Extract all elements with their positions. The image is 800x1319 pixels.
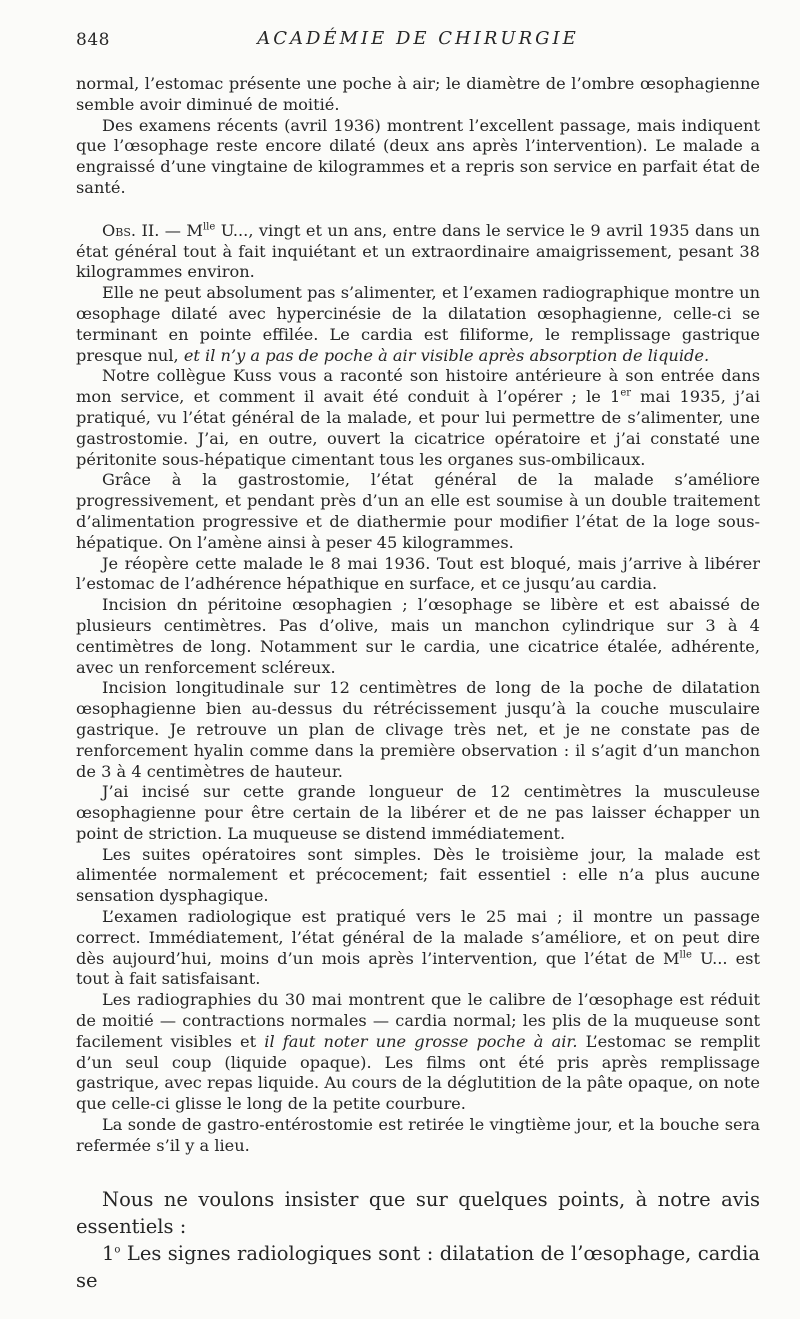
paragraph-2: Des examens récents (avril 1936) montrent l’excellent passage, mais indiquent que l’œsophage reste encore dilaté (deux ans après l’intervention). Le malade a engraissé d’une vingtaine de kilogrammes et a repris son service en parfait état de santé. [76, 115, 760, 197]
paragraph-13 [76, 990, 760, 1115]
paragraph-10: J’ai incisé sur cette grande longueur de 12 centimètres la musculeuse œsophagienne pour être certain de la libérer et de ne pas laisser échapper un point de striction. La muqueuse se distend immédiatement. [76, 782, 760, 843]
paragraph-5-text-b: mai 1935, j’ai pratiqué, vu l’état général de la malade, et pour lui permettre de s’alimenter, une gastrostomie. J’ai, en outre, ouvert la cicatrice opératoire et j’ai constaté une péritonite sous-hépatique cimentant tous les organes sus-ombilicaux. [76, 387, 760, 469]
paragraph-13-text-b: L’estomac se remplit d’un seul coup (liquide opaque). Les films ont été pris après remplissage gastrique, avec repas liquide. Au cours de la déglutition de la pâte opaque, on note que celle-ci glisse le long de la petite courbure. [76, 1031, 760, 1114]
observation-text: U..., vingt et un ans, entre dans le service le 9 avril 1935 dans un état général tout à fait inquiétant et un extraordinaire amaigrissement, pesant 38 kilogrammes environ. [76, 220, 760, 282]
closing-text [76, 1186, 760, 1294]
paragraph-12 [76, 907, 760, 990]
closing-paragraph-1: Nous ne voulons insister que sur quelques points, à notre avis essentiels : [76, 1188, 760, 1238]
closing-item-text: Les signes radiologiques sont : dilatation de l’œsophage, cardia se [76, 1242, 760, 1292]
paragraph-1: normal, l’estomac présente une poche à air; le diamètre de l’ombre œsophagienne semble avoir diminué de moitié. [76, 74, 760, 114]
paragraph-11: Les suites opératoires sont simples. Dès le troisième jour, la malade est alimentée normalement et précocement; fait essentiel : elle n’a plus aucune sensation dysphagique. [76, 844, 760, 906]
paragraph-5 [76, 366, 760, 470]
page-header [76, 28, 760, 54]
paragraph-13-italic: il faut noter une grosse poche à air. [264, 1031, 578, 1051]
paragraph-5-text-a: Notre collègue Kuss vous a raconté son histoire antérieure à son entrée dans mon service, et comment il avait été conduit à l’opérer ; le 1 [76, 366, 760, 407]
paragraph-12-text-b: U... est tout à fait satisfaisant. [76, 948, 760, 989]
paragraph-gap [76, 199, 760, 221]
paragraph-6: Grâce à la gastrostomie, l’état général de la malade s’améliore progressivement, et pendant près d’un an elle est soumise à un double traitement d’alimentation progressive et de diathermie pour modifier l’état de la loge sous-hépatique. On l’amène ainsi à peser 45 kilogrammes. [76, 470, 760, 552]
paragraph-9: Incision longitudinale sur 12 centimètres de long de la poche de dilatation œsophagienne bien au-dessus du rétrécissement jusqu’à la couche musculaire gastrique. Je retrouve un plan de clivage très net, et je ne constate pas de renforcement hyalin comme dans la première observation : il s’agit d’un manchon de 3 à 4 centimètres de hauteur. [76, 678, 760, 781]
running-head: ACADÉMIE DE CHIRURGIE [257, 28, 579, 49]
paragraph-8: Incision dn péritoine œsophagien ; l’œsophage se libère et est abaissé de plusieurs centimètres. Pas d’olive, mais un manchon cylindrique sur 3 à 4 centimètres de long. Notamment sur le cardia, une cicatrice étalée, adhérente, avec un renforcement scléreux. [76, 595, 760, 677]
closing-paragraph-2 [76, 1240, 760, 1294]
closing-item-superscript: o [114, 1244, 121, 1256]
page-number: 848 [76, 30, 110, 50]
paragraph-4 [76, 283, 760, 366]
observation-2-paragraph [76, 221, 760, 283]
observation-superscript: lle [202, 221, 216, 233]
paragraph-4-text: Elle ne peut absolument pas s’alimenter, et l’examen radiographique montre un œsophage dilaté avec hypercinésie de la dilatation œsophagienne, celle-ci se terminant en pointe effilée. Le cardia est filiforme, le remplissage gastrique presque nul, [76, 283, 760, 365]
paragraph-7: Je réopère cette malade le 8 mai 1936. Tout est bloqué, mais j’arrive à libérer l’estomac de l’adhérence hépathique en surface, et ce jusqu’au cardia. [76, 553, 760, 594]
observation-dash: — M [159, 220, 203, 240]
paragraph-12-superscript: lle [679, 949, 692, 961]
paragraph-14: La sonde de gastro-entérostomie est retirée le vingtième jour, et la bouche sera refermée s’il y a lieu. [76, 1115, 760, 1155]
paragraph-13-text-a: Les radiographies du 30 mai montrent que le calibre de l’œsophage est réduit de moitié — contractions normales — cardia normal; les plis de la muqueuse sont facilement visibles et [76, 990, 760, 1051]
paragraph-5-superscript: er [620, 387, 632, 399]
paragraph-12-text-a: L’examen radiologique est pratiqué vers le 25 mai ; il montre un passage correct. Immédiatement, l’état général de la malade s’améliore, et on peut dire dès aujourd’hui, moins d’un mois après l’intervention, que l’état de M [76, 907, 760, 968]
closing-item-number: 1 [102, 1242, 115, 1265]
observation-label: Obs. II. [102, 220, 160, 240]
body-text [76, 74, 760, 1157]
paragraph-4-italic: et il n’y a pas de poche à air visible après absorption de liquide. [183, 345, 710, 365]
